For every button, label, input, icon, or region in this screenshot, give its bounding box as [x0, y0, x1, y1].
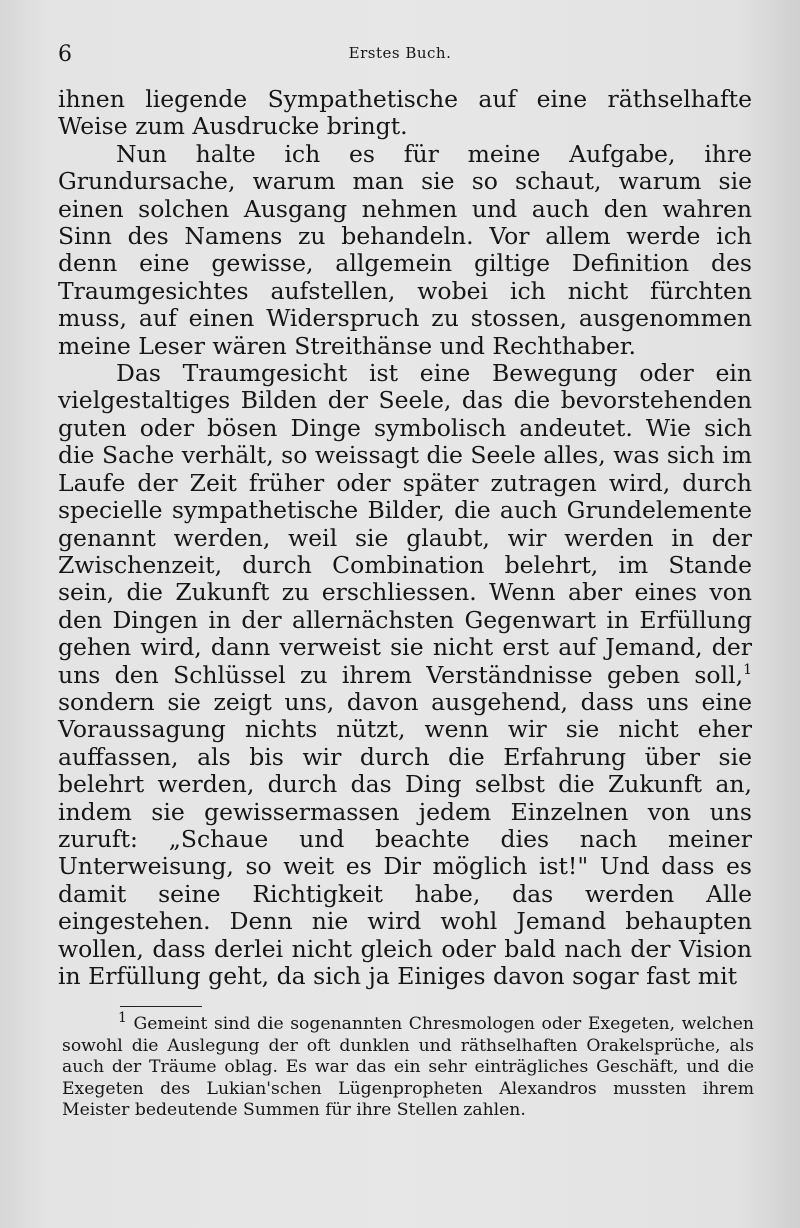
running-title: Erstes Buch.	[348, 44, 452, 62]
paragraph-text: Das Traumgesicht ist eine Bewegung oder ein vielgestaltiges Bilden der Seele, das die bevorstehenden guten oder bösen Dinge symbolisch andeutet. Wie sich die Sache verhält, so weissagt die Seele alles, was sich im Laufe der Zeit früher oder später zutragen wird, durch specielle sympathetische Bilder, die auch Grundelemente genannt werden, weil sie glaubt, wir werden in der Zwischenzeit, durch Combination belehrt, im Stande sein, die Zukunft zu erschliessen. Wenn aber eines von den Dingen in der allernächsten Gegenwart in Erfüllung gehen wird, dann verweist sie nicht erst auf Jemand, der uns den Schlüssel zu ihrem Verständnisse geben soll,	[58, 359, 752, 689]
paragraph	[58, 360, 752, 990]
page-number: 6	[58, 42, 72, 67]
footnote-reference: 1	[743, 661, 752, 678]
footnote-text: Gemeint sind die sogenannten Chresmologen oder Exegeten, welchen sowohl die Auslegung der oft dunklen und räthselhaften Orakelsprüche, als auch der Träume oblag. Es war das ein sehr einträgliches Geschäft, und die Exegeten des Lukian'schen Lügenpropheten Alexandros mussten ihrem Meister bedeutende Summen für ihre Stellen zahlen.	[62, 1014, 754, 1121]
footnote: $^1$ Gemeint sind die sogenannten Chresmologen oder Exegeten, welchen sowohl die Auslegung der oft dunklen und räthselhaften Orakelsprüche, als auch der Träume oblag. Es war das ein sehr einträgliches Geschäft, und die Exegeten des Lukian'schen Lügenpropheten Alexandros mussten ihrem Meister bedeutende Summen für ihre Stellen zahlen.	[62, 1010, 754, 1121]
paragraph-text: sondern sie zeigt uns, davon ausgehend, dass uns eine Voraussagung nichts nützt, wenn wir sie nicht eher auffassen, als bis wir durch die Erfahrung über sie belehrt werden, durch das Ding selbst die Zukunft an, indem sie gewissermassen jedem Einzelnen von uns zuruft: „Schaue und beachte dies nach meiner Unterweisung, so weit es Dir möglich ist!" Und dass es damit seine Richtigkeit habe, das werden Alle eingestehen. Denn nie wird wohl Jemand behaupten wollen, dass derlei nicht gleich oder bald nach der Vision in Erfüllung geht, da sich ja Einiges davon sogar fast mit	[58, 687, 752, 990]
footnote-divider	[120, 1006, 202, 1007]
main-text	[58, 86, 752, 990]
paragraph: Nun halte ich es für meine Aufgabe, ihre Grundursache, warum man sie so schaut, warum sie einen solchen Ausgang nehmen und auch den wahren Sinn des Namens zu behandeln. Vor allem werde ich denn eine gewisse, allgemein giltige Definition des Traumgesichtes aufstellen, wobei ich nicht fürchten muss, auf einen Widerspruch zu stossen, ausgenommen meine Leser wären Streithänse und Rechthaber.	[58, 139, 752, 360]
paragraph-continuation: ihnen liegende Sympathetische auf eine räthselhafte Weise zum Ausdrucke bringt.	[58, 85, 752, 141]
